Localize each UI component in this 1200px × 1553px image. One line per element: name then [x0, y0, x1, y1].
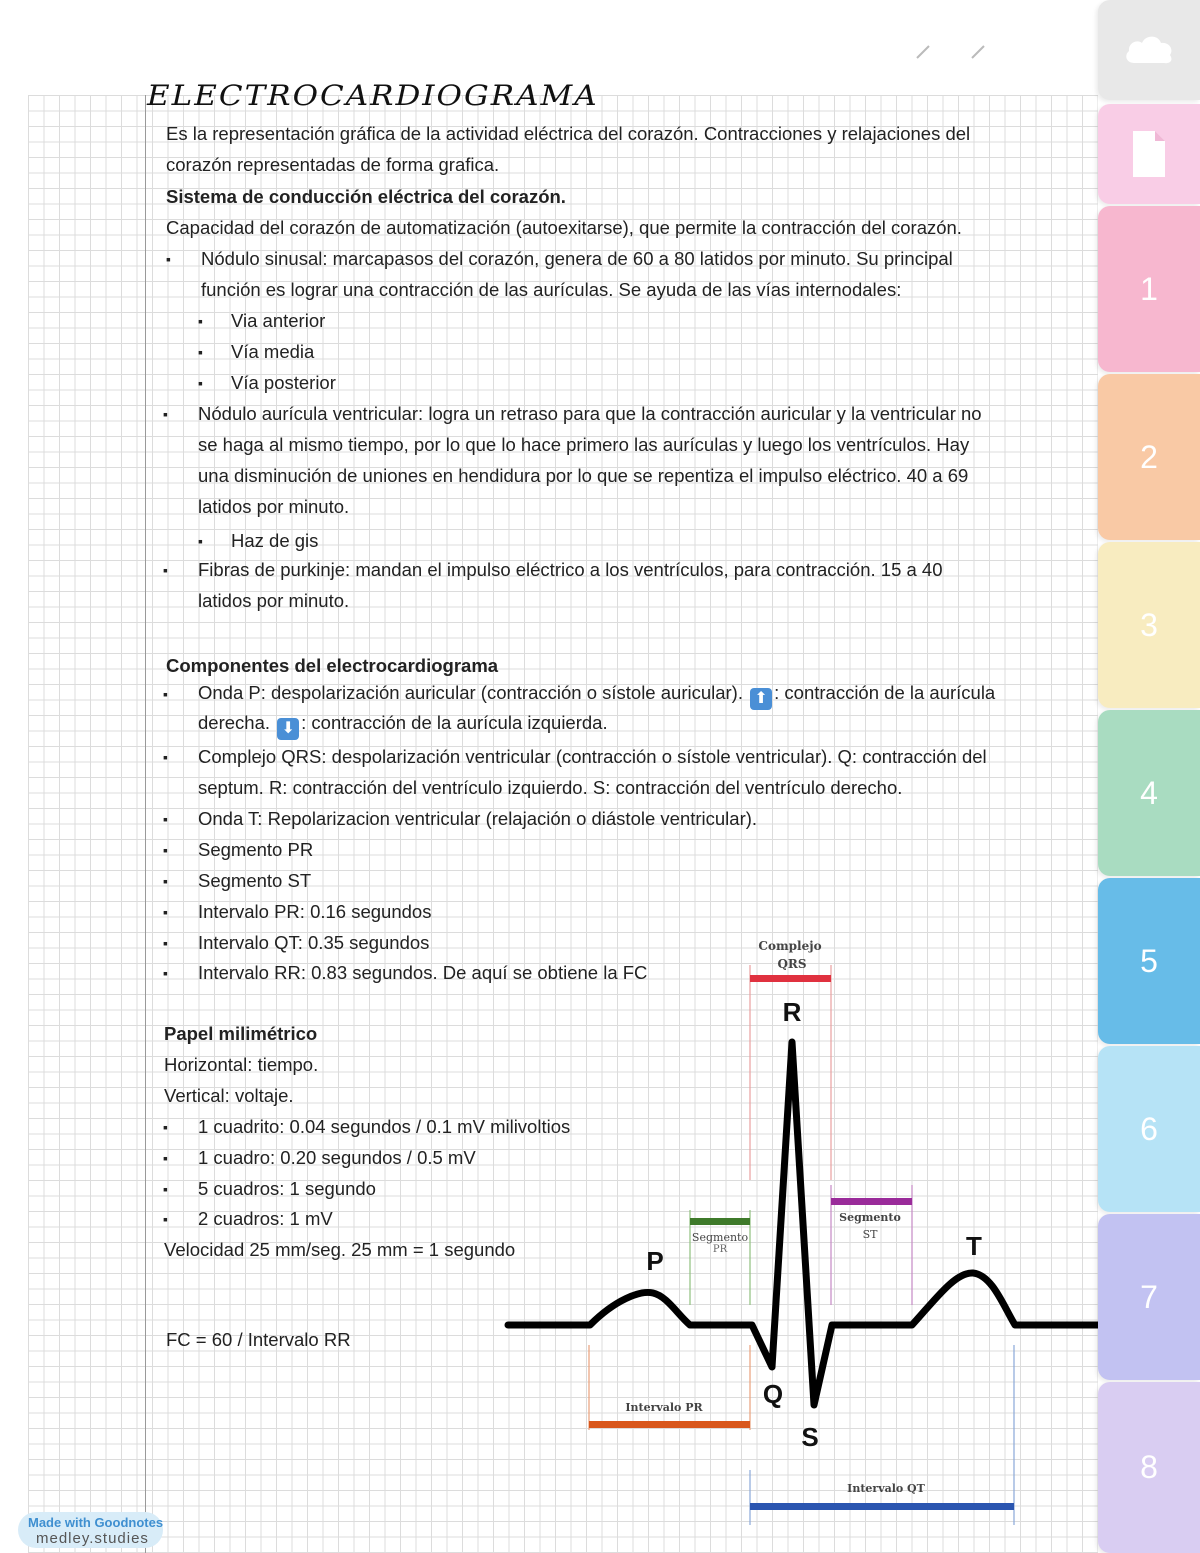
label-intervalo-qt: Intervalo QT [847, 1482, 925, 1495]
bullet: ▪ [163, 1181, 168, 1197]
label-qrs: QRS [777, 957, 807, 971]
av-line-2: se haga al mismo tiempo, por lo que lo hace primero las aurículas y luego los ventrículos. Hay [198, 434, 970, 455]
label-segmento-pr-1: Segmento [691, 1231, 749, 1244]
bullet: ▪ [198, 375, 203, 391]
wave-label-s: S [801, 1422, 819, 1452]
velocidad-text: Velocidad 25 mm/seg. 25 mm = 1 segundo [164, 1239, 516, 1260]
tab-8[interactable] [1098, 1382, 1200, 1553]
tab-label: 7 [1140, 1278, 1158, 1315]
av-line-3: una disminución de uniones en hendidura por lo que se repentiza el impulso eléctrico. 40 a 69 [198, 465, 969, 486]
cloud-icon [1122, 33, 1176, 67]
tab-label: 6 [1140, 1110, 1158, 1147]
onda-p-derecha: derecha. [198, 712, 270, 733]
bullet: ▪ [163, 965, 168, 981]
qrs-line-1: Complejo QRS: despolarización ventricular (contracción o sístole ventricular). Q: contracción del [198, 746, 987, 767]
papel-item: 5 cuadros: 1 segundo [198, 1178, 376, 1199]
highlighter-tool-icon[interactable] [970, 44, 986, 60]
intro-line-2: corazón representadas de forma grafica. [166, 154, 500, 175]
purkinje-line-2: latidos por minuto. [198, 590, 350, 611]
page-title: ELECTROCARDIOGRAMA [147, 79, 599, 113]
via-item: Vía media [231, 341, 315, 362]
bullet: ▪ [163, 1211, 168, 1227]
tab-label: 1 [1140, 270, 1158, 307]
bullet: ▪ [163, 935, 168, 951]
wave-label-t: T [966, 1231, 982, 1261]
tab-document[interactable] [1098, 104, 1200, 204]
pen-tool-icon[interactable] [915, 44, 931, 60]
conduccion-desc: Capacidad del corazón de automatización (autoexitarse), que permite la contracción del corazón. [166, 217, 962, 238]
his-item: Haz de gis [231, 530, 319, 551]
wave-label-q: Q [762, 1379, 784, 1409]
tab-label: 5 [1140, 942, 1158, 979]
papel-vertical: Vertical: voltaje. [164, 1085, 294, 1106]
arrow-down-icon: ⬇ [277, 718, 299, 740]
tab-label: 8 [1140, 1449, 1158, 1485]
notebook-tabs-sidebar [1098, 0, 1200, 1553]
papel-horizontal: Horizontal: tiempo. [164, 1054, 319, 1075]
tab-cloud[interactable] [1098, 0, 1200, 100]
bullet: ▪ [198, 533, 203, 549]
bullet: ▪ [163, 749, 168, 765]
onda-p-line-2 [198, 712, 608, 740]
label-complejo: Complejo [758, 939, 822, 953]
tab-3[interactable] [1098, 542, 1200, 708]
bullet: ▪ [166, 251, 171, 267]
page-left-gutter [0, 0, 28, 1553]
bullet: ▪ [163, 842, 168, 858]
bullet: ▪ [163, 904, 168, 920]
bullet: ▪ [163, 686, 168, 702]
onda-p-right: : contracción de la aurícula [774, 682, 996, 703]
tab-5[interactable] [1098, 878, 1200, 1044]
label-segmento-st-2: ST [862, 1228, 878, 1241]
papel-item: 1 cuadro: 0.20 segundos / 0.5 mV [198, 1147, 476, 1168]
av-line-4: latidos por minuto. [198, 496, 350, 517]
bullet: ▪ [163, 1119, 168, 1135]
component-item: Intervalo PR: 0.16 segundos [198, 901, 432, 922]
wave-label-r: R [782, 997, 802, 1027]
bullet: ▪ [198, 313, 203, 329]
sinusal-line-2: función es lograr una contracción de las aurículas. Se ayuda de las vías internodales: [201, 279, 902, 300]
sinusal-line-1: Nódulo sinusal: marcapasos del corazón, genera de 60 a 80 latidos por minuto. Su principal [201, 248, 953, 269]
tab-4[interactable] [1098, 710, 1200, 876]
section-heading-componentes: Componentes del electrocardiograma [166, 655, 499, 676]
component-item: Intervalo QT: 0.35 segundos [198, 932, 430, 953]
component-item: Onda T: Repolarizacion ventricular (relajación o diástole ventricular). [198, 808, 758, 829]
papel-item: 1 cuadrito: 0.04 segundos / 0.1 mV milivoltios [198, 1116, 571, 1137]
tab-label: 4 [1140, 774, 1158, 811]
via-item: Vía posterior [231, 372, 336, 393]
intro-line-1: Es la representación gráfica de la actividad eléctrica del corazón. Contracciones y relajaciones del [166, 123, 971, 144]
wave-label-p: P [646, 1246, 664, 1276]
label-segmento-pr-2: PR [712, 1244, 728, 1255]
av-line-1: Nódulo aurícula ventricular: logra un retraso para que la contracción auricular y la ventricular no [198, 403, 982, 424]
onda-p-line-1 [198, 682, 995, 710]
tab-7[interactable] [1098, 1214, 1200, 1380]
bullet: ▪ [198, 344, 203, 360]
onda-p-left: : contracción de la aurícula izquierda. [301, 712, 608, 733]
onda-p-text: Onda P: despolarización auricular (contracción o sístole auricular). [198, 682, 743, 703]
arrow-up-icon: ⬆ [750, 688, 772, 710]
label-intervalo-pr: Intervalo PR [625, 1401, 703, 1414]
via-item: Via anterior [231, 310, 326, 331]
bullet: ▪ [163, 811, 168, 827]
purkinje-line-1: Fibras de purkinje: mandan el impulso eléctrico a los ventrículos, para contracción. 15 a 40 [198, 559, 943, 580]
document-icon [1129, 129, 1169, 179]
tab-label: 3 [1140, 606, 1158, 643]
bullet: ▪ [163, 406, 168, 422]
tab-label: 2 [1140, 438, 1158, 475]
qrs-line-2: septum. R: contracción del ventrículo izquierdo. S: contracción del ventrículo derecho. [198, 777, 903, 798]
component-item: Intervalo RR: 0.83 segundos. De aquí se obtiene la FC [198, 962, 648, 983]
bullet: ▪ [163, 873, 168, 889]
section-heading-papel: Papel milimétrico [164, 1023, 318, 1044]
tab-6[interactable] [1098, 1046, 1200, 1212]
component-item: Segmento PR [198, 839, 314, 860]
fc-formula: FC = 60 / Intervalo RR [166, 1329, 351, 1350]
component-item: Segmento ST [198, 870, 312, 891]
section-heading-conduccion: Sistema de conducción eléctrica del corazón. [166, 186, 566, 207]
tab-2[interactable] [1098, 374, 1200, 540]
tab-1[interactable] [1098, 206, 1200, 372]
papel-item: 2 cuadros: 1 mV [198, 1208, 333, 1229]
watermark-made-with: Made with Goodnotes [28, 1515, 164, 1530]
bullet: ▪ [163, 1150, 168, 1166]
margin-line [145, 95, 146, 1553]
watermark-author: medley.studies [36, 1530, 149, 1547]
bullet: ▪ [163, 562, 168, 578]
label-segmento-st-1: Segmento [839, 1211, 901, 1224]
